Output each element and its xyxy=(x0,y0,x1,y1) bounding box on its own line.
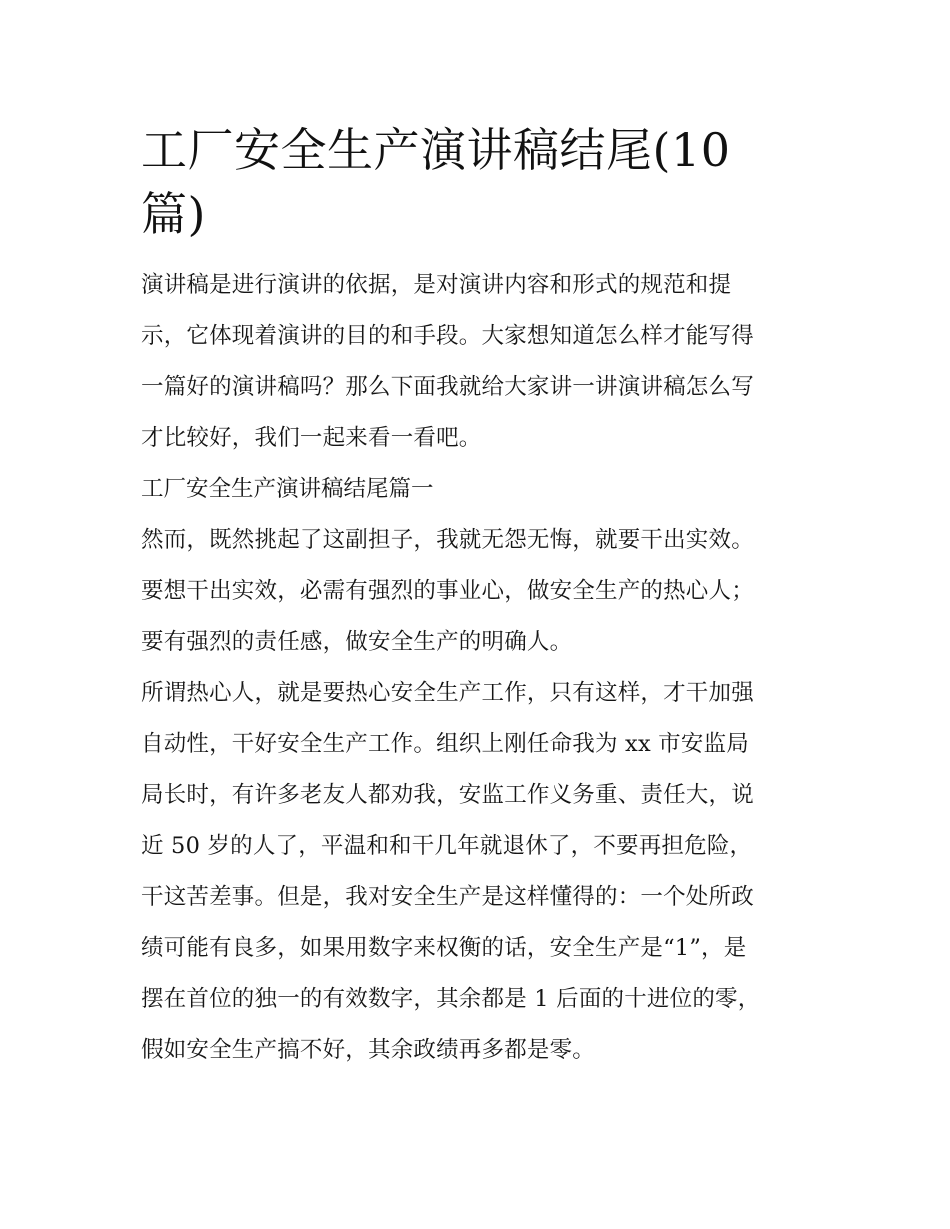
section-heading xyxy=(141,464,813,515)
intro-line-3: 一篇好的演讲稿吗？那么下面我就给大家讲一讲演讲稿怎么写 xyxy=(141,374,754,400)
body-paragraph-1 xyxy=(141,515,813,668)
document-body xyxy=(141,260,813,1076)
p1-line-3: 要有强烈的责任感，做安全生产的明确人。 xyxy=(141,629,573,655)
p2-line-8: 假如安全生产搞不好，其余政绩再多都是零。 xyxy=(141,1037,596,1063)
p2-line-3: 局长时，有许多老友人都劝我，安监工作义务重、责任大，说 xyxy=(141,782,754,808)
p2-line-5: 干这苦差事。但是，我对安全生产是这样懂得的：一个处所政 xyxy=(141,884,754,910)
p1-line-2: 要想干出实效，必需有强烈的事业心，做安全生产的热心人； xyxy=(141,578,754,604)
p2-line-1: 所谓热心人，就是要热心安全生产工作，只有这样，才干加强 xyxy=(141,680,754,706)
p2-line-7: 摆在首位的独一的有效数字，其余都是 1 后面的十进位的零， xyxy=(141,986,761,1012)
intro-paragraph xyxy=(141,260,813,464)
body-paragraph-2 xyxy=(141,668,813,1076)
p1-line-1: 然而，既然挑起了这副担子，我就无怨无悔，就要干出实效。 xyxy=(141,527,754,553)
intro-line-1: 演讲稿是进行演讲的依据，是对演讲内容和形式的规范和提 xyxy=(141,272,732,298)
document-title xyxy=(141,118,813,246)
p2-line-4: 近 50 岁的人了，平温和和干几年就退休了，不要再担危险， xyxy=(141,833,753,859)
document-content xyxy=(141,118,813,1076)
section-heading-text: 工厂安全生产演讲稿结尾篇一 xyxy=(141,476,434,502)
intro-line-4: 才比较好，我们一起来看一看吧。 xyxy=(141,425,482,451)
intro-line-2: 示，它体现着演讲的目的和手段。大家想知道怎么样才能写得 xyxy=(141,323,754,349)
title-line-1: 工厂安全生产演讲稿结尾(10 xyxy=(141,123,731,177)
p2-line-2: 自动性，干好安全生产工作。组织上刚任命我为 xx 市安监局 xyxy=(141,731,749,757)
p2-line-6: 绩可能有良多，如果用数字来权衡的话，安全生产是“1”，是 xyxy=(141,935,747,961)
title-line-2: 篇) xyxy=(141,187,206,241)
